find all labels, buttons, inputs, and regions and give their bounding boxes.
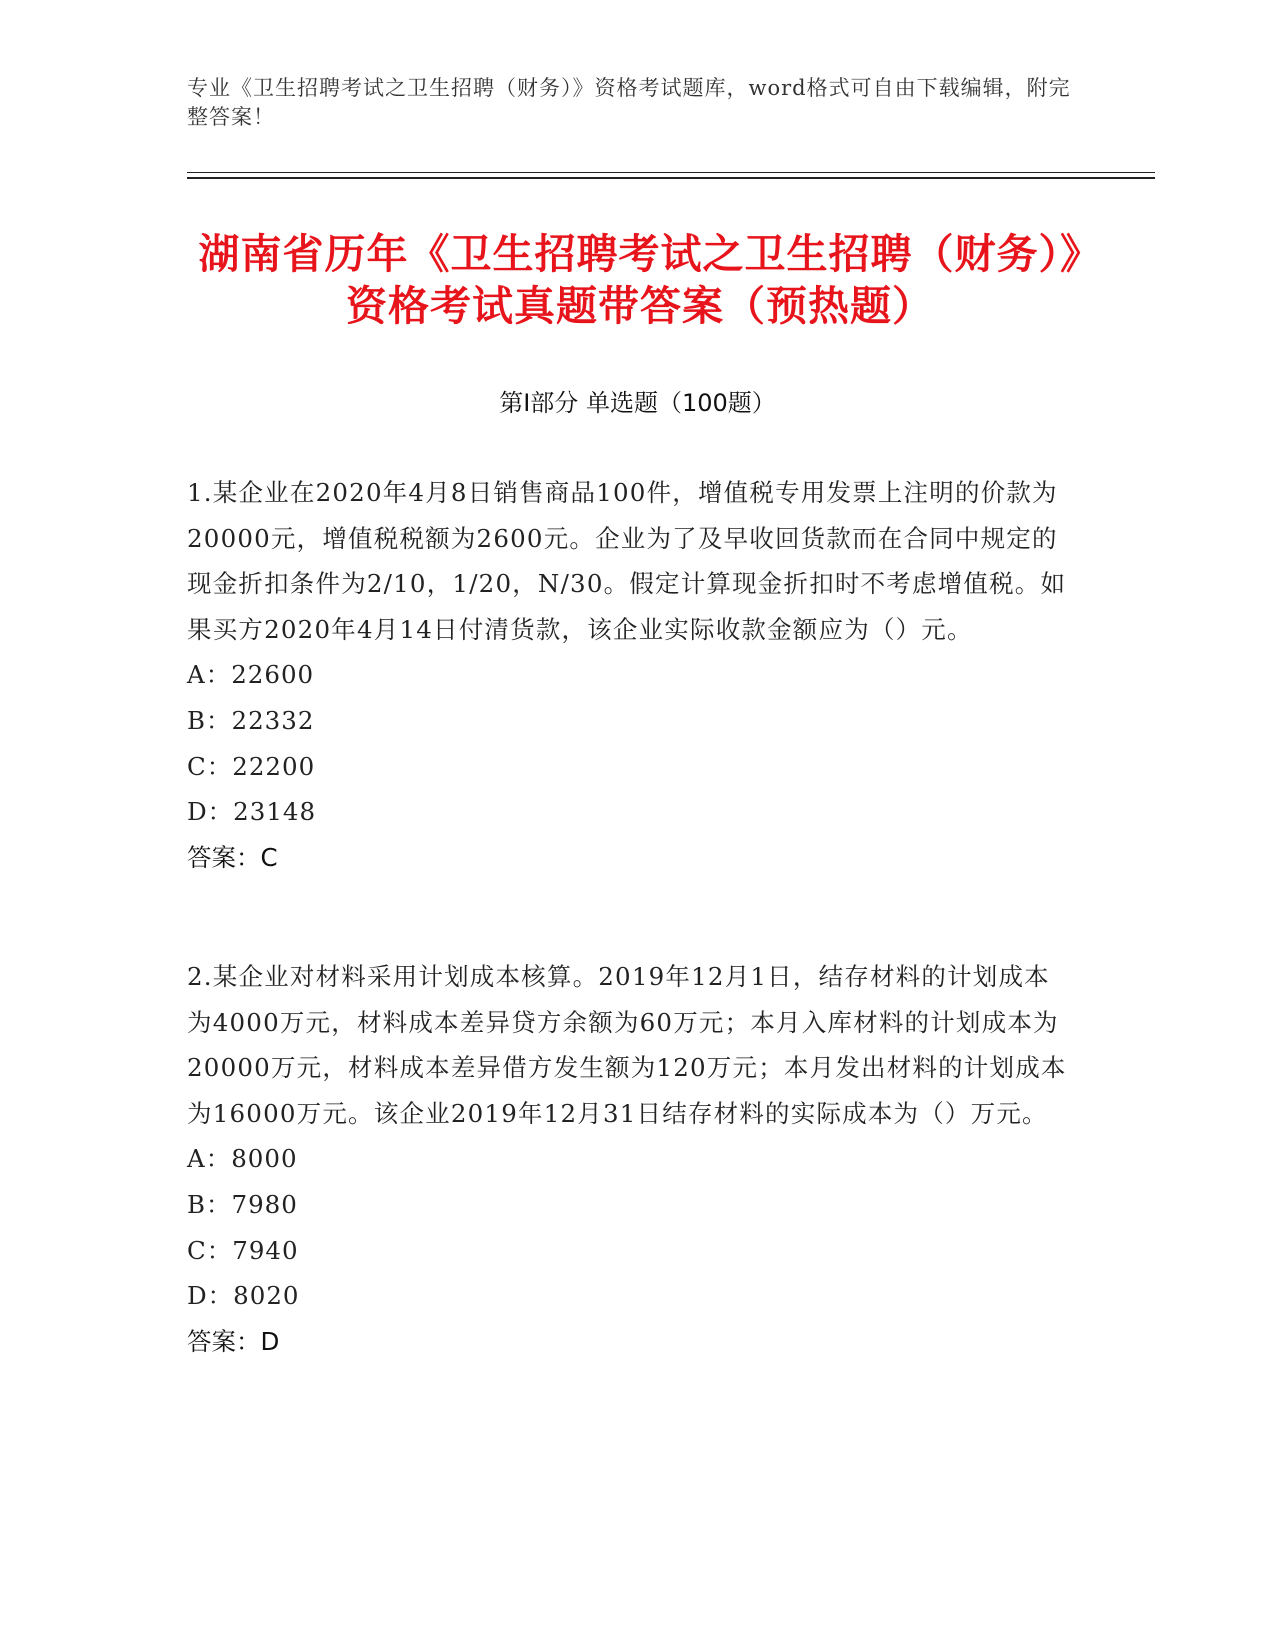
option-d: D：23148 bbox=[187, 797, 317, 827]
header-divider-thin bbox=[187, 172, 1155, 173]
option-c: C：22200 bbox=[187, 751, 316, 781]
question-stem: 1.某企业在2020年4月8日销售商品100件，增值税专用发票上注明的价款为20000元，增值税税额为2600元。企业为了及早收回货款而在合同中规定的现金折扣条件为2/10，1/20，N/30。假定计算现金折扣时不考虑增值税。如果买方2020年4月14日付清货款，该企业实际收款金额应为（）元。 bbox=[187, 478, 1067, 644]
option-d: D：8020 bbox=[187, 1281, 300, 1311]
option-a: A：8000 bbox=[187, 1144, 298, 1174]
option-b: B：22332 bbox=[187, 705, 315, 735]
header-divider-thick bbox=[187, 177, 1155, 179]
answer-label: 答案：D bbox=[187, 1326, 280, 1356]
option-a: A：22600 bbox=[187, 660, 315, 690]
question-stem: 2.某企业对材料采用计划成本核算。2019年12月1日，结存材料的计划成本为4000万元，材料成本差异贷方余额为60万元；本月入库材料的计划成本为20000万元，材料成本差异借方发生额为120万元；本月发出材料的计划成本为16000万元。该企业2019年12月31日结存材料的实际成本为（）万元。 bbox=[187, 962, 1067, 1128]
question-2 bbox=[187, 954, 1067, 1364]
header-note: 专业《卫生招聘考试之卫生招聘（财务）》资格考试题库，word格式可自由下载编辑，附完整答案！ bbox=[187, 76, 1071, 129]
section-title: 第Ⅰ部分 单选题（100题） bbox=[499, 389, 776, 417]
option-b: B：7980 bbox=[187, 1189, 298, 1219]
document-title: 湖南省历年《卫生招聘考试之卫生招聘（财务）》资格考试真题带答案（预热题） bbox=[198, 230, 1082, 330]
question-1 bbox=[187, 470, 1067, 880]
option-c: C：7940 bbox=[187, 1235, 299, 1265]
answer-label: 答案：C bbox=[187, 842, 278, 872]
